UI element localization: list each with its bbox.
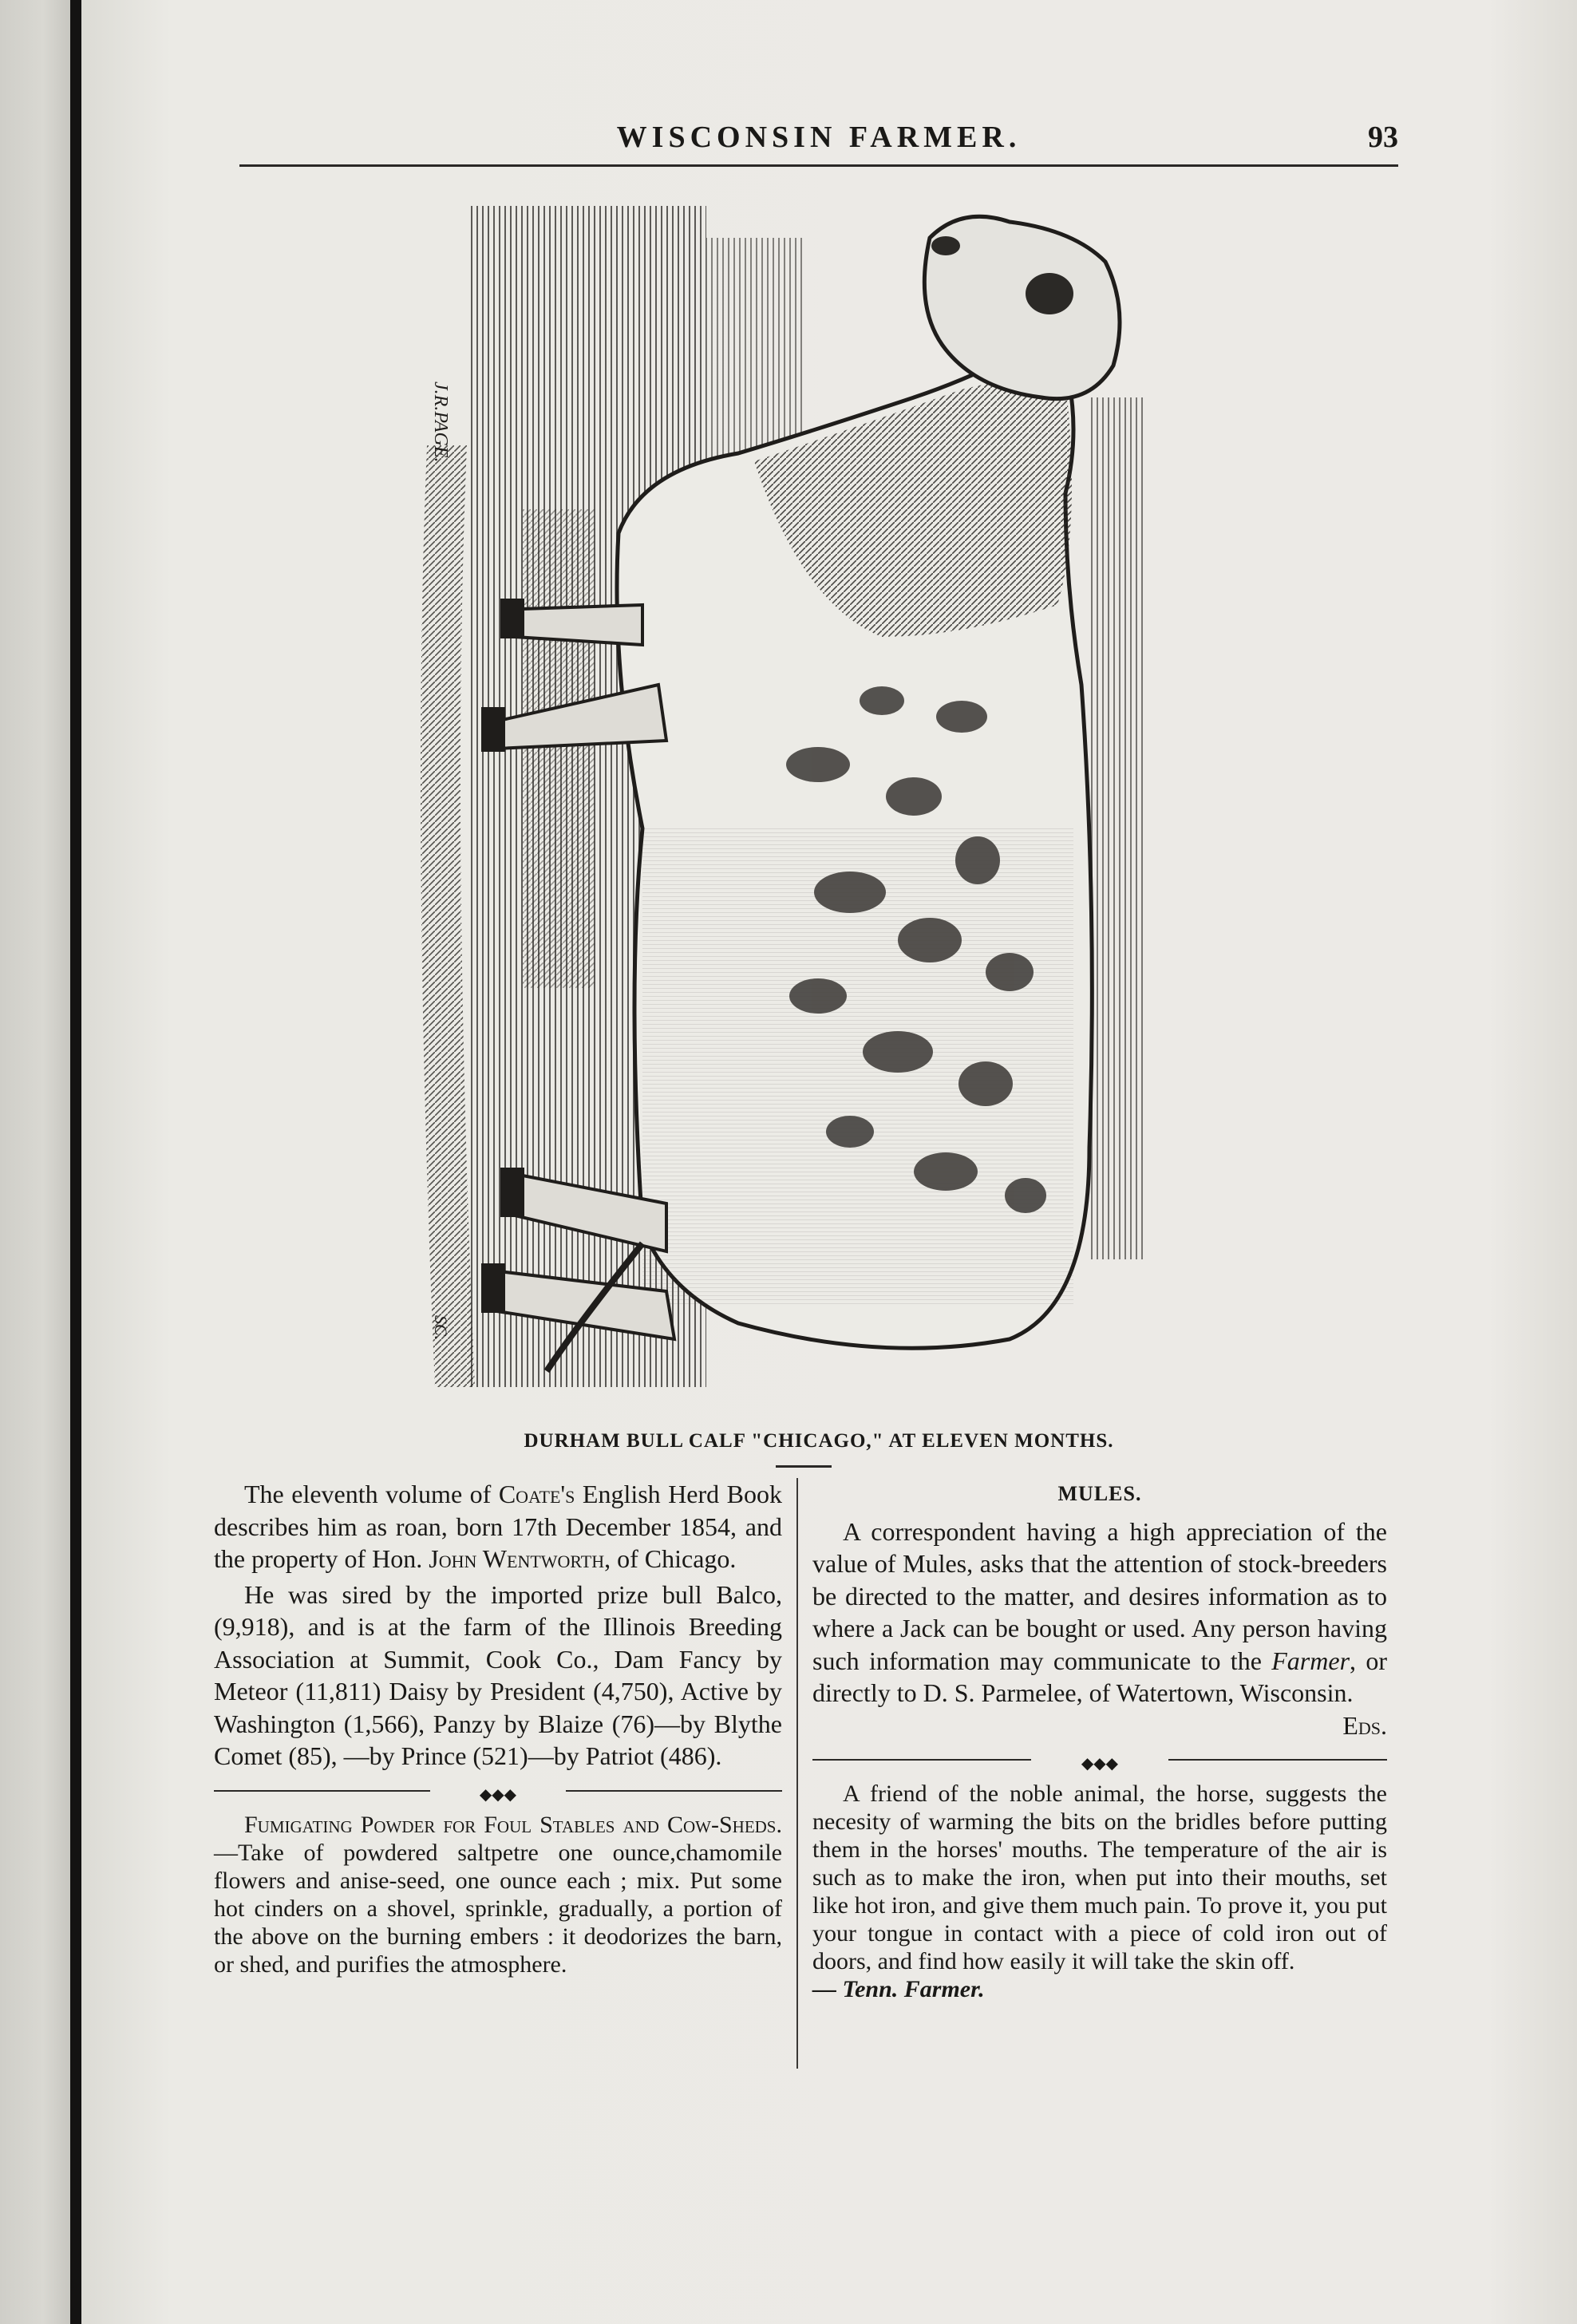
text-run: A correspondent having a high appreciation of the value of Mules, asks that the attention of stock-breeders be directed to the matter, and desires information as to where a Jack can be bought or used. Any person having such information may communicate to the [812, 1516, 1387, 1675]
section-ornament: ◆◆◆ [812, 1748, 1387, 1772]
running-title: WISCONSIN FARMER. [616, 121, 1022, 154]
text-run-italic: Farmer [1271, 1646, 1350, 1675]
text-run-smallcaps: Coate's [498, 1480, 575, 1508]
text-run: The eleventh volume of [244, 1480, 499, 1508]
text-run: , or directly to D. S. Parmelee, of Watertown, Wisconsin. [812, 1646, 1388, 1707]
left-margin [0, 0, 72, 2324]
paragraph-herd-book [214, 1478, 782, 1575]
attribution: — Tenn. Farmer. [812, 1976, 985, 2002]
running-head [239, 120, 1398, 164]
left-column [214, 1478, 782, 1978]
paragraph-horse-bits: A friend of the noble animal, the horse, suggests the necesity of warming the bits on the bridles before putting them in the horses' mouths. The temperature of the air is such as to make the iron, when put into their mouths, set like hot iron, and give them much pain. To prove it, you put your tongue in contact with a piece of cold iron out of doors, and find how easily it will take the skin off. [812, 1781, 1387, 1974]
bull-calf-engraving [403, 190, 1233, 1427]
right-column [812, 1478, 1387, 2003]
header-rule [239, 164, 1398, 167]
text-run: English Herd Book describes him as roan, born 17th December 1854, and the property of Hon. [214, 1480, 783, 1573]
book-gutter [70, 0, 81, 2324]
paragraph-mules [812, 1516, 1387, 1709]
editors-signature: Eds. [1342, 1710, 1387, 1740]
paragraph-pedigree: He was sired by the imported prize bull Balco, (9,918), and is at the farm of the Illinois Breeding Association at Summit, Cook Co., Dam Fancy by Meteor (11,811) Daisy by President (4,750), Active by Washington (1,566), Panzy by Blaize (76)—by Blythe Comet (85), —by Prince (521)—by Patriot (486). [214, 1579, 782, 1770]
engraver-signature: J.R.PAGE. [430, 381, 451, 463]
text-run-smallcaps: John Wentworth [429, 1544, 605, 1573]
engraver-mark: SC. [431, 1315, 451, 1341]
caption-rule [776, 1465, 832, 1468]
paragraph-body: —Take of powdered saltpetre one ounce,chamomile flowers and anise-seed, one ounce each ; mix. Put some hot cinders on a shovel, sprinkle, gradually, a portion of the above on the burning embers : it deodorizes the barn, or shed, and purifies the atmosphere. [214, 1839, 782, 1978]
column-divider [796, 1478, 798, 2069]
paragraph-lead: Fumigating Powder for Foul Stables and Cow-Sheds. [244, 1811, 782, 1838]
illustration-caption: DURHAM BULL CALF "CHICAGO," AT ELEVEN MONTHS. [524, 1430, 1114, 1452]
page-number: 93 [1368, 121, 1398, 154]
text-run: , of Chicago. [604, 1544, 737, 1573]
section-title-mules: MULES. [1057, 1482, 1142, 1505]
paragraph-fumigating-powder [214, 1811, 782, 1978]
section-ornament: ◆◆◆ [214, 1779, 782, 1803]
